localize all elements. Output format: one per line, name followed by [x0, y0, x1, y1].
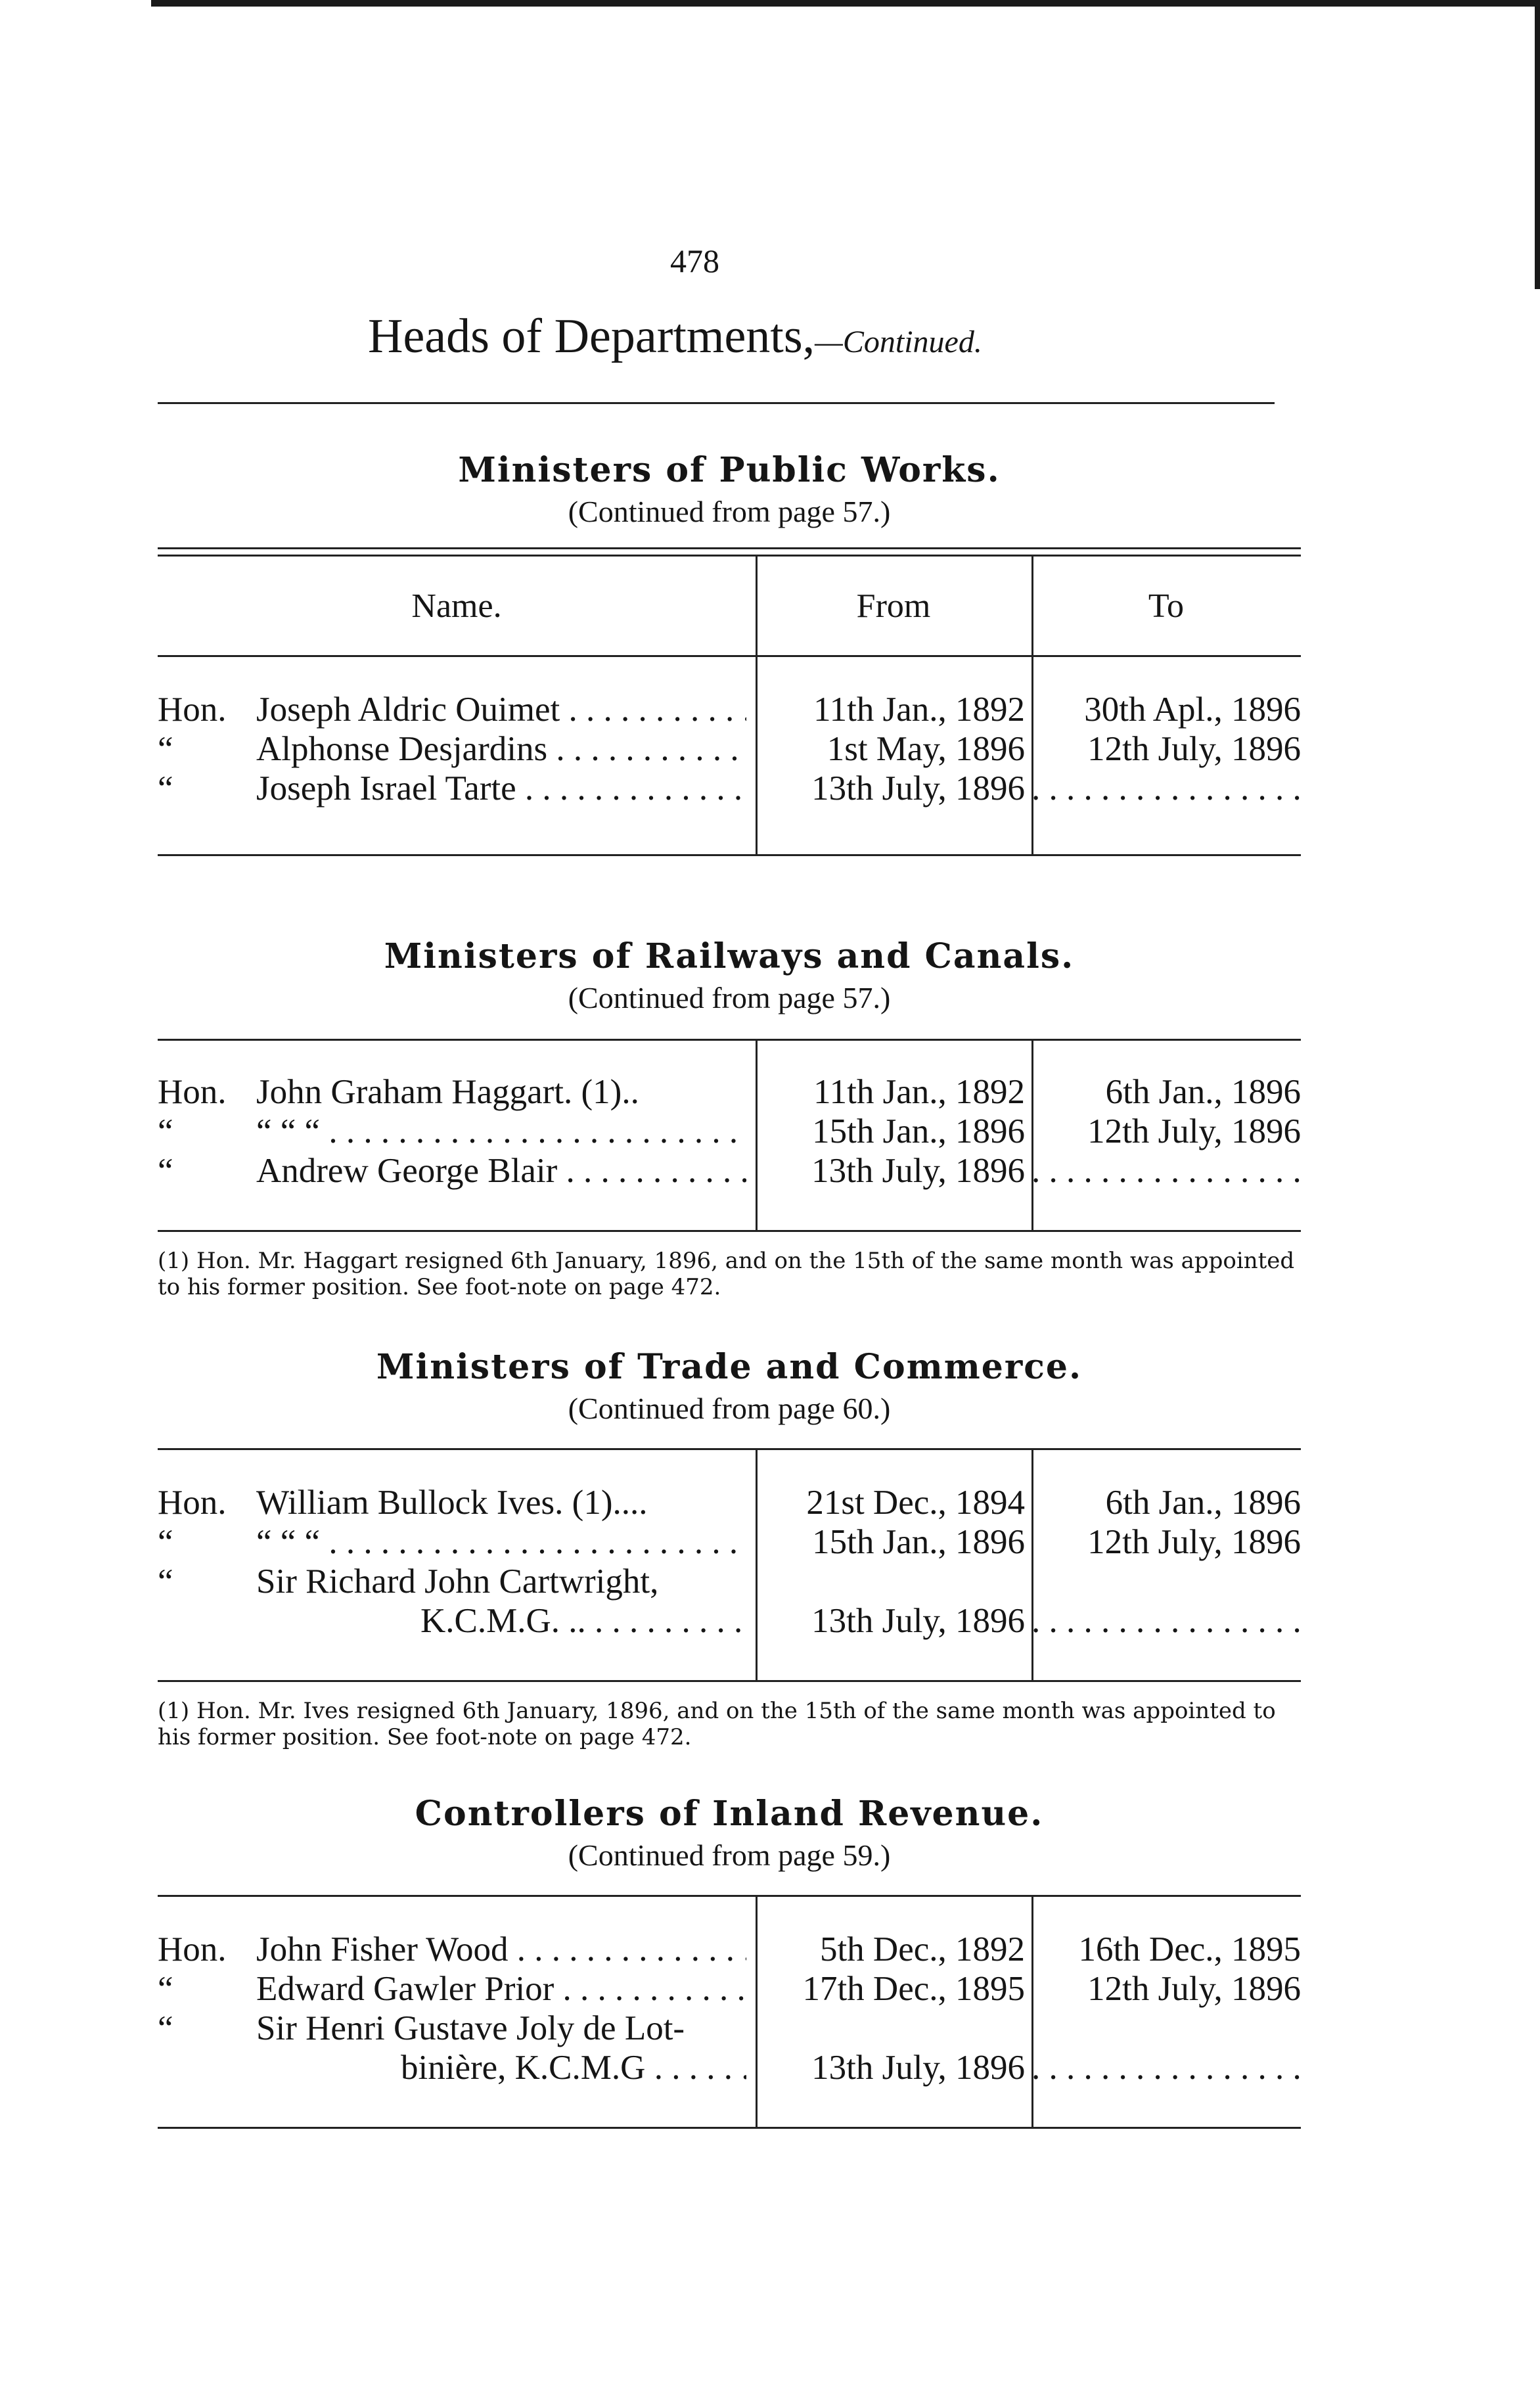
- section-subtitle: (Continued from page 60.): [568, 1392, 891, 1425]
- section-inland-revenue: [158, 1794, 1301, 2129]
- row-prefix: “: [158, 1562, 173, 1601]
- row-to: 6th Jan., 1896: [1105, 1073, 1301, 1111]
- row-prefix: [158, 1601, 256, 1641]
- table-row: [158, 769, 1301, 808]
- row-from: 5th Dec., 1892: [819, 1930, 1025, 1968]
- row-prefix: “: [158, 1152, 173, 1190]
- column-divider: [756, 1450, 758, 1680]
- row-from: 15th Jan., 1896: [812, 1112, 1025, 1150]
- section-subtitle: (Continued from page 57.): [568, 495, 891, 528]
- row-prefix: “: [158, 1970, 173, 2008]
- table-row: [158, 1930, 1301, 1969]
- row-to: 12th July, 1896: [1087, 730, 1301, 768]
- row-from: [756, 2009, 1031, 2048]
- row-from: 13th July, 1896: [811, 769, 1025, 808]
- row-from: 11th Jan., 1892: [813, 691, 1025, 729]
- row-name: Joseph Israel Tarte . . .: [256, 769, 746, 808]
- row-from: 1st May, 1896: [827, 730, 1025, 768]
- table-row: [158, 1969, 1301, 2009]
- row-from: 13th July, 1896: [811, 1602, 1025, 1640]
- table-row: [158, 1483, 1301, 1522]
- column-divider: [1031, 1450, 1033, 1680]
- row-prefix: Hon.: [158, 1484, 227, 1522]
- row-to: [1031, 2009, 1301, 2048]
- row-prefix: Hon.: [158, 691, 227, 729]
- page-title: [368, 309, 1222, 365]
- column-divider: [1031, 1041, 1033, 1230]
- row-name: Sir Richard John Cartwright,: [256, 1562, 659, 1601]
- table-row: [158, 729, 1301, 769]
- header-from: From: [856, 587, 931, 625]
- scan-edge-right: [1535, 0, 1540, 289]
- row-from: 13th July, 1896: [811, 2049, 1025, 2087]
- section-title: Ministers of Public Works.: [458, 450, 1001, 490]
- title-rule: [158, 402, 1275, 404]
- row-prefix: “: [158, 769, 173, 808]
- section-title: Controllers of Inland Revenue.: [415, 1794, 1044, 1834]
- row-name: K.C.M.G. .. . . .: [256, 1601, 746, 1641]
- table-bottom-rule: [158, 1230, 1301, 1232]
- row-name: Sir Henri Gustave Joly de Lot-: [256, 2009, 685, 2047]
- table-railways-canals: [158, 1041, 1301, 1230]
- row-name: binière, K.C.M.G . . .: [256, 2048, 746, 2087]
- table-top-rule: [158, 547, 1301, 557]
- footnote: (1) Hon. Mr. Haggart resigned 6th January, 1896, and on the 15th of the same month was appointed to his former position. See foot-note on page 472.: [158, 1248, 1295, 1300]
- row-name: Alphonse Desjardins . . .: [256, 729, 746, 769]
- table-bottom-rule: [158, 854, 1301, 856]
- row-name: Edward Gawler Prior . . .: [256, 1969, 746, 2009]
- column-divider: [1031, 1897, 1033, 2127]
- row-prefix: “: [158, 1112, 173, 1150]
- table-row: [158, 1562, 1301, 1601]
- section-trade-commerce: [158, 1347, 1301, 1750]
- row-name: John Graham Haggart. (1)..: [256, 1073, 639, 1111]
- table-row: [158, 1112, 1301, 1151]
- row-to: 30th Apl., 1896: [1084, 691, 1301, 729]
- row-to: 12th July, 1896: [1087, 1112, 1301, 1150]
- table-row: [158, 2009, 1301, 2048]
- section-railways-canals: [158, 936, 1301, 1300]
- section-public-works: [158, 450, 1301, 856]
- table-row: [158, 1072, 1301, 1112]
- table-header: [158, 557, 1301, 655]
- row-prefix: [158, 2048, 256, 2087]
- row-prefix: Hon.: [158, 1930, 227, 1968]
- table-row: [158, 1601, 1301, 1641]
- page-number: 478: [670, 242, 719, 279]
- header-to: To: [1148, 587, 1185, 625]
- row-prefix: “: [158, 2009, 173, 2047]
- table-bottom-rule: [158, 2127, 1301, 2129]
- column-divider: [756, 1041, 758, 1230]
- row-to-leader-dots: [1031, 2048, 1301, 2087]
- row-name: Andrew George Blair . . .: [256, 1151, 746, 1191]
- row-to: 16th Dec., 1895: [1078, 1930, 1301, 1968]
- row-from: 15th Jan., 1896: [812, 1523, 1025, 1561]
- row-to-leader-dots: [1031, 1601, 1301, 1641]
- page-title-text: Heads of Departments,: [368, 309, 815, 363]
- table-bottom-rule: [158, 1680, 1301, 1682]
- row-prefix: “: [158, 730, 173, 768]
- row-to: [1031, 1562, 1301, 1601]
- row-name: “ “ “ . . .: [256, 1522, 746, 1562]
- row-name: William Bullock Ives. (1)....: [256, 1484, 648, 1522]
- scan-edge-top: [151, 0, 1540, 7]
- table-trade-commerce: [158, 1450, 1301, 1680]
- row-prefix: “: [158, 1523, 173, 1561]
- column-divider: [1031, 557, 1033, 854]
- section-title: Ministers of Trade and Commerce.: [376, 1347, 1083, 1387]
- row-from: [756, 1562, 1031, 1601]
- row-to: 12th July, 1896: [1087, 1970, 1301, 2008]
- row-name: “ “ “ . . .: [256, 1112, 746, 1151]
- column-divider: [756, 1897, 758, 2127]
- row-to: 6th Jan., 1896: [1105, 1484, 1301, 1522]
- row-from: 11th Jan., 1892: [813, 1073, 1025, 1111]
- row-prefix: Hon.: [158, 1073, 227, 1111]
- table-row: [158, 1522, 1301, 1562]
- footnote: (1) Hon. Mr. Ives resigned 6th January, 1896, and on the 15th of the same month was appointed to his former position. See foot-note on page 472.: [158, 1698, 1276, 1750]
- row-from: 13th July, 1896: [811, 1152, 1025, 1190]
- row-name: John Fisher Wood . . .: [256, 1930, 746, 1969]
- row-from: 17th Dec., 1895: [802, 1970, 1025, 2008]
- section-subtitle: (Continued from page 57.): [568, 981, 891, 1014]
- table-row: [158, 2048, 1301, 2087]
- table-public-works: [158, 557, 1301, 854]
- section-title: Ministers of Railways and Canals.: [384, 936, 1075, 976]
- table-row: [158, 690, 1301, 729]
- table-inland-revenue: [158, 1897, 1301, 2127]
- row-to-leader-dots: [1031, 769, 1301, 808]
- table-row: [158, 1151, 1301, 1191]
- row-to-leader-dots: [1031, 1151, 1301, 1191]
- row-to: 12th July, 1896: [1087, 1523, 1301, 1561]
- column-divider: [756, 557, 758, 854]
- header-name: Name.: [411, 587, 502, 625]
- section-subtitle: (Continued from page 59.): [568, 1838, 891, 1872]
- page-title-suffix: —Continued.: [815, 325, 982, 359]
- row-name: Joseph Aldric Ouimet . . .: [256, 690, 746, 729]
- row-from: 21st Dec., 1894: [806, 1484, 1025, 1522]
